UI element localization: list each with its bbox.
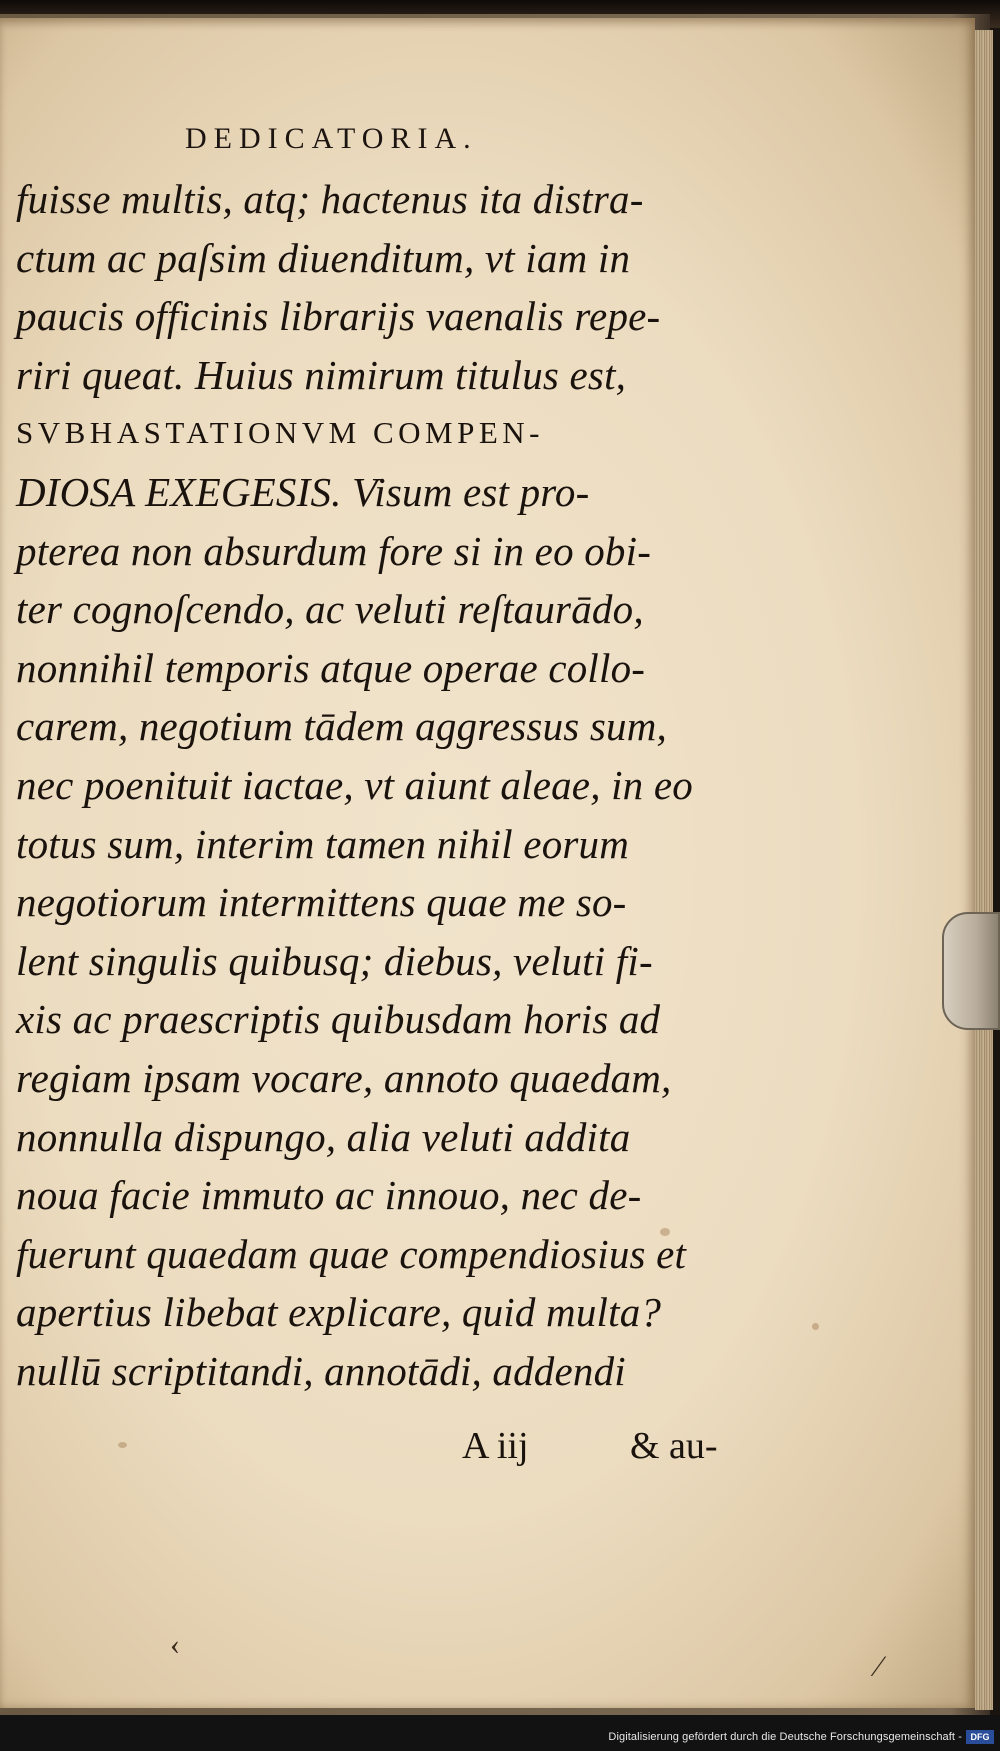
- text-line: nec poenituit iactae, vt aiunt aleae, in eo: [16, 761, 693, 808]
- text-line: nullū scriptitandi, annotādi, addendi: [16, 1347, 626, 1394]
- book-clasp: [942, 912, 1000, 1030]
- text-line: ctum ac paſsim diuenditum, vt iam in: [16, 234, 631, 281]
- page-fore-edge: [975, 30, 993, 1710]
- text-line: SVBHASTATIONVM COMPEN-: [16, 415, 544, 451]
- foxing-spot: [118, 1442, 127, 1448]
- text-line: DIOSA EXEGESIS. Visum est pro-: [16, 468, 590, 515]
- signature-mark: A iij: [462, 1425, 529, 1467]
- text-line: lent singulis quibusq; diebus, veluti fi-: [16, 937, 653, 984]
- text-line: apertius libebat explicare, quid multa?: [16, 1289, 662, 1336]
- foxing-spot: [812, 1323, 819, 1330]
- text-line: xis ac praescriptis quibusdam horis ad: [16, 996, 661, 1043]
- text-line: riri queat. Huius nimirum titulus est,: [16, 351, 627, 398]
- text-line: ter cognoſcendo, ac veluti reſtaurādo,: [16, 586, 644, 633]
- running-head: DEDICATORIA.: [185, 122, 478, 155]
- text-line: paucis officinis librarijs vaenalis repe-: [16, 293, 661, 340]
- text-line: pterea non absurdum fore si in eo obi-: [16, 527, 652, 574]
- text-line: nonnulla dispungo, alia veluti addita: [16, 1113, 631, 1160]
- footer-bar: [0, 1715, 1000, 1751]
- text-line: nonnihil temporis atque operae collo-: [16, 644, 646, 691]
- text-line: fuerunt quaedam quae compendiosius et: [16, 1230, 687, 1277]
- text-line: noua facie immuto ac innouo, nec de-: [16, 1172, 642, 1219]
- margin-pen-mark: ‹: [170, 1628, 180, 1661]
- text-line: negotiorum intermittens quae me so-: [16, 879, 627, 926]
- margin-pen-mark: ⁄: [876, 1650, 882, 1683]
- text-line: carem, negotium tādem aggressus sum,: [16, 703, 667, 750]
- funding-credit: Digitalisierung gefördert durch die Deutsche Forschungsgemeinschaft -: [608, 1731, 962, 1743]
- text-line: totus sum, interim tamen nihil eorum: [16, 820, 630, 867]
- body-text: [16, 170, 746, 1400]
- catchword: & au-: [630, 1425, 718, 1467]
- dfg-logo: DFG: [966, 1730, 994, 1744]
- text-line: regiam ipsam vocare, annoto quaedam,: [16, 1054, 672, 1101]
- text-line: fuisse multis, atq; hactenus ita distra-: [16, 176, 644, 222]
